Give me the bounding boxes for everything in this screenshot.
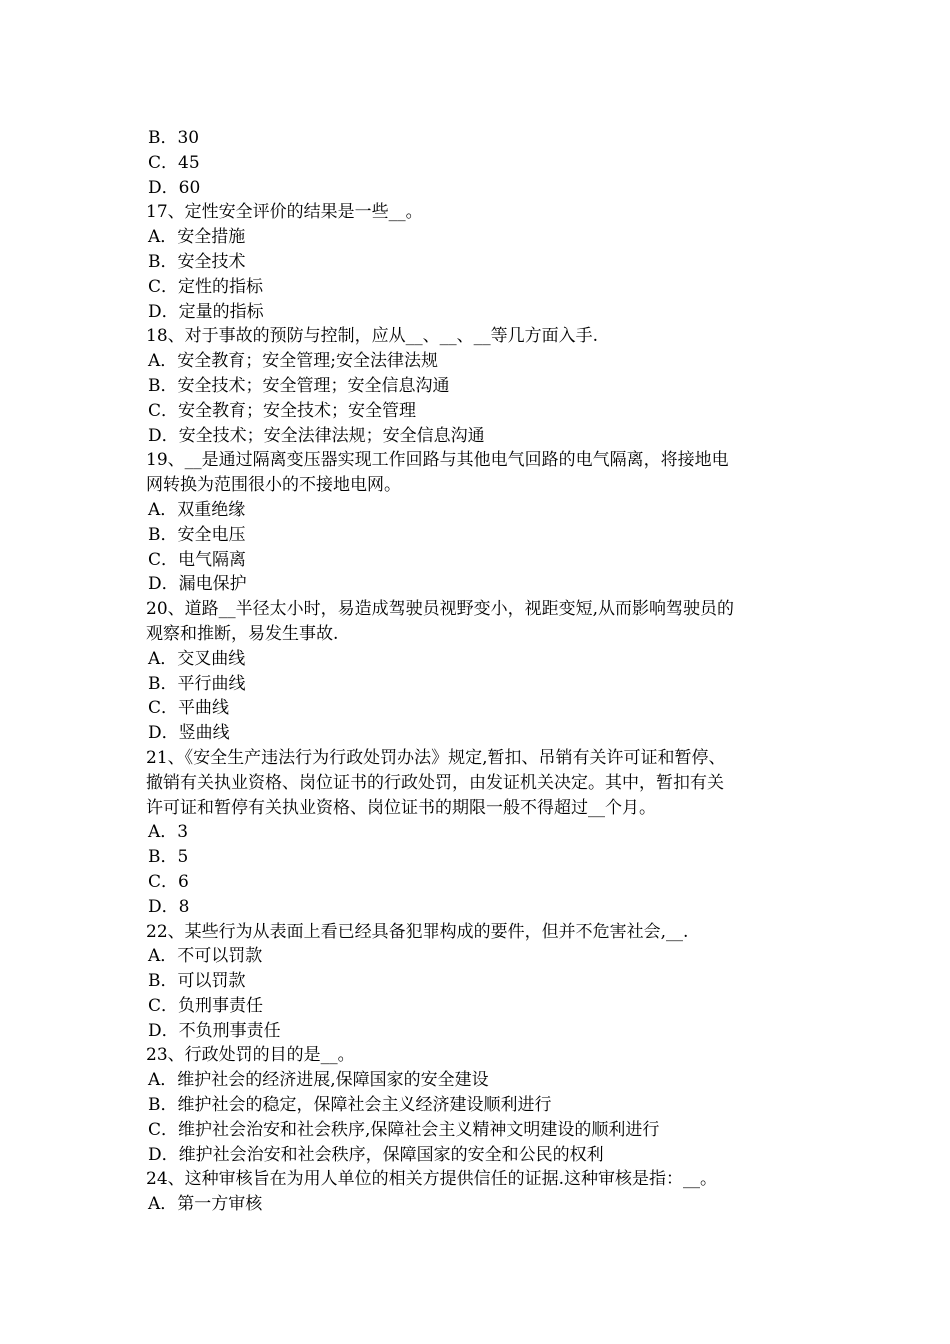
option-line: B．安全技术；安全管理；安全信息沟通 (148, 375, 450, 396)
option-line: C．负刑事责任 (148, 995, 264, 1016)
option-line: C．维护社会治安和社会秩序,保障社会主义精神文明建设的顺利进行 (148, 1119, 660, 1140)
question-17 (146, 200, 816, 324)
option-line: A．双重绝缘 (148, 499, 246, 520)
option-line: B．安全电压 (148, 524, 246, 545)
question-text: 24、这种审核旨在为用人单位的相关方提供信任的证据.这种审核是指：__。 (146, 1169, 718, 1190)
option-line: D．定量的指标 (148, 301, 264, 322)
option-line: A．3 (148, 822, 189, 843)
option-line: C．安全教育；安全技术；安全管理 (148, 400, 417, 421)
option-line: C．平曲线 (148, 698, 230, 719)
question-text: 许可证和暂停有关执业资格、岗位证书的期限一般不得超过__个月。 (146, 797, 656, 818)
option-line: A．安全教育；安全管理;安全法律法规 (148, 351, 439, 372)
option-line: A．不可以罚款 (148, 946, 263, 967)
question-19 (146, 448, 816, 597)
question-text: 撤销有关执业资格、岗位证书的行政处罚，由发证机关决定。其中，暂扣有关 (146, 772, 724, 793)
option-line: D．竖曲线 (148, 723, 230, 744)
question-20 (146, 597, 816, 746)
option-line: A．交叉曲线 (148, 648, 246, 669)
option-line: B．维护社会的稳定，保障社会主义经济建设顺利进行 (148, 1095, 552, 1116)
option-line: A．第一方审核 (148, 1194, 263, 1215)
question-text: 21、《安全生产违法行为行政处罚办法》规定,暂扣、吊销有关许可证和暂停、 (146, 747, 726, 768)
lead-options (146, 126, 816, 200)
option-line: C．电气隔离 (148, 549, 247, 570)
question-text: 20、道路__半径太小时，易造成驾驶员视野变小，视距变短,从而影响驾驶员的 (146, 599, 735, 620)
option-line: B．5 (148, 847, 189, 868)
question-text: 18、对于事故的预防与控制，应从__、__、__等几方面入手. (146, 326, 599, 347)
option-line: D．不负刑事责任 (148, 1020, 281, 1041)
question-text: 22、某些行为从表面上看已经具备犯罪构成的要件，但并不危害社会,__. (146, 921, 689, 942)
question-text: 观察和推断，易发生事故. (146, 623, 339, 644)
question-22 (146, 920, 816, 1044)
option-line: D．8 (148, 896, 190, 917)
option-line: B．30 (148, 128, 200, 148)
document-page (146, 126, 816, 1217)
option-line: D．漏电保护 (148, 574, 247, 595)
option-line: B．平行曲线 (148, 673, 246, 694)
option-line: B．可以罚款 (148, 971, 246, 992)
question-23 (146, 1043, 816, 1167)
option-line: D．安全技术；安全法律法规；安全信息沟通 (148, 425, 485, 446)
question-text: 23、行政处罚的目的是__。 (146, 1045, 355, 1066)
option-line: A．安全措施 (148, 227, 246, 248)
option-line: C．定性的指标 (148, 276, 264, 297)
option-line: D．维护社会治安和社会秩序，保障国家的安全和公民的权利 (148, 1144, 604, 1165)
option-line: C．6 (148, 871, 189, 892)
question-24 (146, 1167, 816, 1217)
option-line: C．45 (148, 152, 200, 173)
option-line: D．60 (148, 177, 201, 198)
question-text: 网转换为范围很小的不接地电网。 (146, 475, 401, 496)
question-21 (146, 746, 816, 920)
option-line: A．维护社会的经济进展,保障国家的安全建设 (148, 1070, 489, 1091)
question-18 (146, 324, 816, 448)
question-text: 17、定性安全评价的结果是一些__。 (146, 202, 423, 223)
option-line: B．安全技术 (148, 251, 246, 272)
question-text: 19、__是通过隔离变压器实现工作回路与其他电气回路的电气隔离，将接地电 (146, 450, 729, 471)
